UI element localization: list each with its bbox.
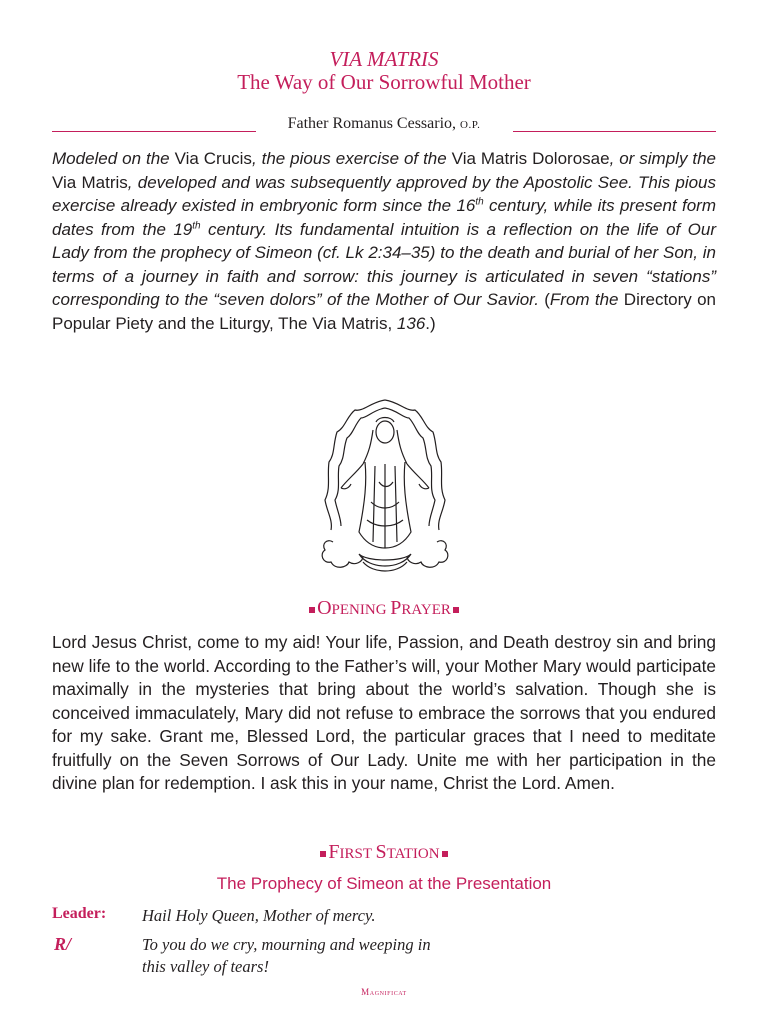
byline-rule-right [513, 131, 716, 132]
opening-prayer-text: Lord Jesus Christ, come to my aid! Your life, Passion, and Death destroy sin and bring new life to the world. According to the Father’s will, your Mother Mary would participate maximally in the mysteries that bring about the world’s salvation. Though she is conceived immaculately, Mary did not refuse to embrace the sorrows that you endured for my sake. Grant me, Blessed Lord, the particular graces that I need to meditate fruitfully on the Seven Sorrows of Our Lady. Unite me with her participation in the divine plan for redemption. I ask this in your name, Christ the Lord. Amen. [52, 632, 716, 793]
response-line: To you do we cry, mourning and weeping in [142, 935, 431, 954]
heading-smallcaps: RAYER [401, 602, 451, 618]
intro-text: Via Matris Dolorosae [451, 149, 610, 168]
intro-text: 136 [392, 313, 426, 333]
heading-smallcaps: PENING [331, 602, 391, 618]
author-name: Father Romanus Cessario, [287, 115, 457, 132]
superscript: th [475, 196, 484, 208]
intro-text: From the [549, 290, 619, 309]
page-subtitle: The Way of Our Sorrowful Mother [237, 70, 531, 94]
ornament-square [309, 607, 315, 613]
intro-text: Via Matris [52, 172, 128, 192]
intro-paragraph [52, 147, 716, 335]
author-suffix: O.P. [460, 119, 481, 131]
heading-initial: O [317, 597, 332, 619]
response-label: R/ [54, 934, 72, 954]
first-station-heading [0, 841, 768, 864]
heading-initial: F [328, 841, 340, 863]
superscript: th [192, 219, 201, 231]
opening-prayer-heading [0, 597, 768, 620]
intro-text: century, while its present form dates from the 19 [52, 196, 716, 239]
leader-label: Leader: [52, 905, 107, 922]
heading-smallcaps: TATION [386, 846, 440, 862]
response-line: this valley of tears! [142, 957, 269, 976]
intro-text: , the pious exercise of the [251, 149, 452, 168]
intro-text: , or simply the [609, 149, 717, 168]
response-text [142, 934, 431, 978]
footer-publication: Magnificat [361, 987, 407, 997]
intro-text: Directory on Popular Piety and the Liturgy, The Via Matris, [52, 290, 716, 333]
ornament-square [442, 851, 448, 857]
intro-text: Via Crucis [174, 149, 252, 168]
intro-text: ( [538, 290, 550, 309]
page-title: VIA MATRIS [329, 47, 439, 71]
intro-text: Modeled on the [52, 149, 175, 168]
ornament-square [320, 851, 326, 857]
ornament-square [453, 607, 459, 613]
madonna-illustration [293, 392, 477, 578]
intro-text: .) [425, 313, 436, 333]
heading-initial: P [390, 597, 402, 619]
heading-smallcaps: IRST [339, 846, 376, 862]
intro-text: century. Its fundamental intuition is a reflection on the life of Our Lady from the prophecy of Simeon (cf. Lk 2:34–35) to the death and burial of her Son, in terms of a journey in faith and sorrow: this journey is articulated in seven “stations” corresponding to the “seven dolors” of the Mother of Our Savior. [52, 219, 716, 309]
station-title: The Prophecy of Simeon at the Presentation [216, 874, 552, 893]
heading-initial: S [375, 841, 387, 863]
leader-text: Hail Holy Queen, Mother of mercy. [142, 906, 376, 925]
intro-text: , developed and was subsequently approved by the Apostolic See. This pious exercise already existed in embryonic form since the 16 [52, 172, 717, 215]
